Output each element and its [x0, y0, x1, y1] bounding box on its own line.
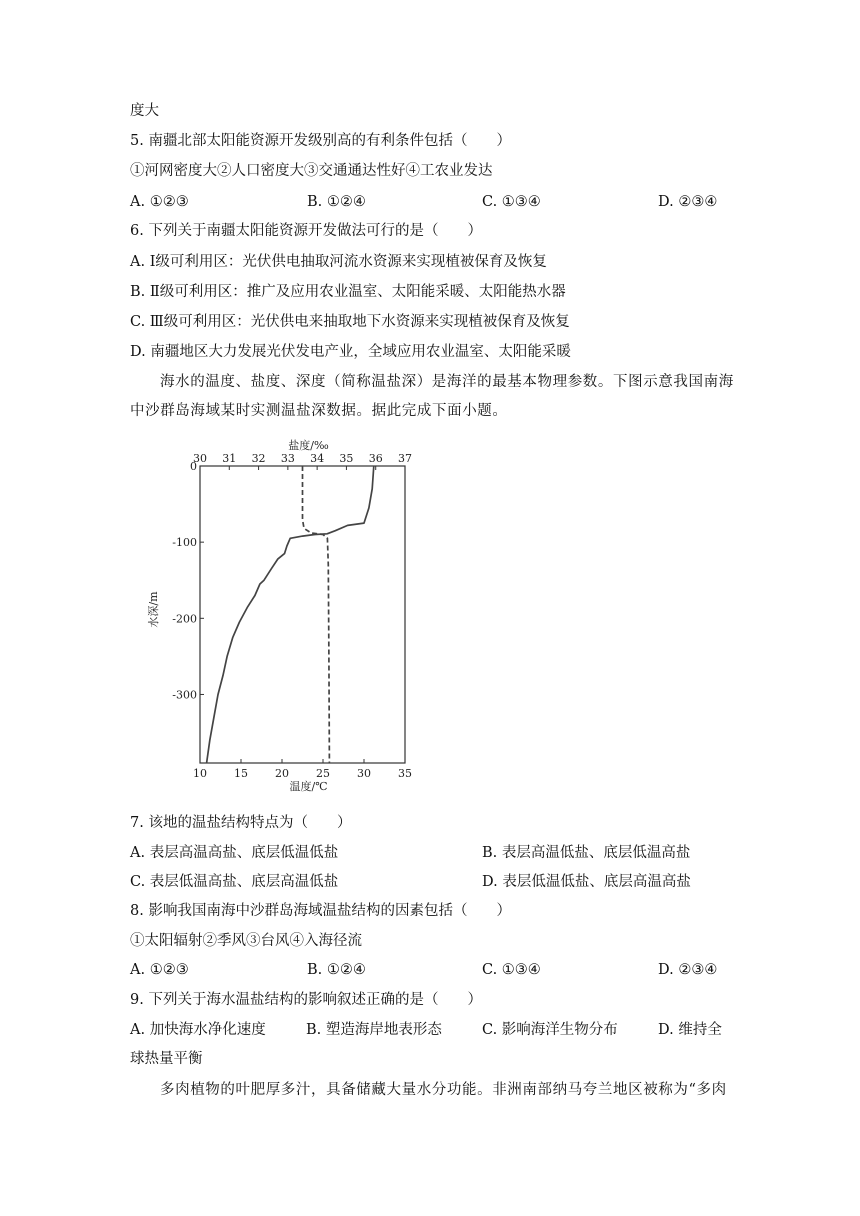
x2-tick-label: 34	[310, 452, 325, 465]
option-a: A. ①②③	[130, 962, 189, 978]
option-a: A. 加快海水净化速度	[130, 1022, 266, 1038]
option-d: D. ②③④	[658, 194, 718, 210]
y-tick-label: -100	[172, 536, 197, 550]
text-line: 度大	[130, 103, 159, 119]
option-a: A. 表层高温高盐、底层低温低盐	[130, 845, 339, 861]
x-tick-label: 35	[398, 767, 412, 780]
y-tick-label: -300	[172, 688, 197, 702]
y-axis-title: 水深/m	[147, 591, 160, 628]
option-d: D. 表层低温低盐、底层高温高盐	[482, 874, 691, 890]
y-tick-label: -200	[172, 612, 197, 626]
option-b: B. ①②④	[307, 962, 366, 978]
option-b: B. ①②④	[307, 194, 366, 210]
option-d: D. ②③④	[658, 962, 718, 978]
x2-tick-label: 35	[339, 452, 354, 465]
question-8: 8. 影响我国南海中沙群岛海域温盐结构的因素包括（ ）	[130, 903, 511, 919]
intro-paragraph: 海水的温度、盐度、深度（简称温盐深）是海洋的最基本物理参数。下图示意我国南海	[160, 374, 734, 390]
option-a: A. Ⅰ级可利用区：光伏供电抽取河流水资源来实现植被保育及恢复	[130, 254, 547, 270]
temperature-line	[207, 466, 374, 763]
option-c: C. Ⅲ级可利用区：光伏供电来抽取地下水资源来实现植被保育及恢复	[130, 314, 570, 330]
question-8-items: ①太阳辐射②季风③台风④入海径流	[130, 933, 362, 949]
option-b: B. 塑造海岸地表形态	[306, 1022, 442, 1038]
intro-paragraph: 多肉植物的叶肥厚多汁，具备储藏大量水分功能。非洲南部纳马夸兰地区被称为“多肉	[160, 1082, 727, 1098]
x2-tick-label: 33	[280, 452, 295, 465]
x-axis-title: 温度/℃	[289, 780, 328, 793]
x-tick-label: 30	[357, 767, 371, 780]
x-tick-label: 25	[316, 767, 330, 780]
option-d: D. 南疆地区大力发展光伏发电产业，全域应用农业温室、太阳能采暖	[130, 344, 571, 360]
option-a: A. ①②③	[130, 194, 189, 210]
option-c: C. 影响海洋生物分布	[482, 1022, 618, 1038]
x-tick-label: 15	[234, 767, 248, 780]
option-c: C. 表层低温高盐、底层高温低盐	[130, 874, 339, 890]
x2-tick-label: 32	[251, 452, 266, 465]
option-c: C. ①③④	[482, 194, 541, 210]
x-tick-label: 10	[193, 767, 207, 780]
question-6: 6. 下列关于南疆太阳能资源开发做法可行的是（ ）	[130, 223, 482, 239]
question-7: 7. 该地的温盐结构特点为（ ）	[130, 815, 352, 831]
question-9-cont: 球热量平衡	[130, 1051, 203, 1067]
option-c: C. ①③④	[482, 962, 541, 978]
x2-tick-label: 31	[222, 452, 237, 465]
y-tick-label: 0	[190, 460, 197, 473]
temperature-salinity-depth-chart	[135, 430, 425, 805]
option-b: B. Ⅱ级可利用区：推广及应用农业温室、太阳能采暖、太阳能热水器	[130, 284, 566, 300]
option-b: B. 表层高温低盐、底层低温高盐	[482, 845, 691, 861]
question-5-items: ①河网密度大②人口密度大③交通通达性好④工农业发达	[130, 163, 493, 179]
question-9: 9. 下列关于海水温盐结构的影响叙述正确的是（ ）	[130, 992, 482, 1008]
x2-tick-label: 36	[368, 452, 383, 465]
x2-tick-label: 37	[398, 452, 412, 465]
salinity-line	[303, 466, 330, 763]
question-5: 5. 南疆北部太阳能资源开发级别高的有利条件包括（ ）	[130, 133, 511, 149]
intro-paragraph-cont: 中沙群岛海域某时实测温盐深数据。据此完成下面小题。	[130, 403, 508, 419]
x-tick-label: 20	[275, 767, 289, 780]
x2-axis-title: 盐度/‰	[288, 439, 329, 452]
option-d: D. 维持全	[658, 1022, 722, 1038]
x2-tick-label: 30	[193, 452, 207, 465]
